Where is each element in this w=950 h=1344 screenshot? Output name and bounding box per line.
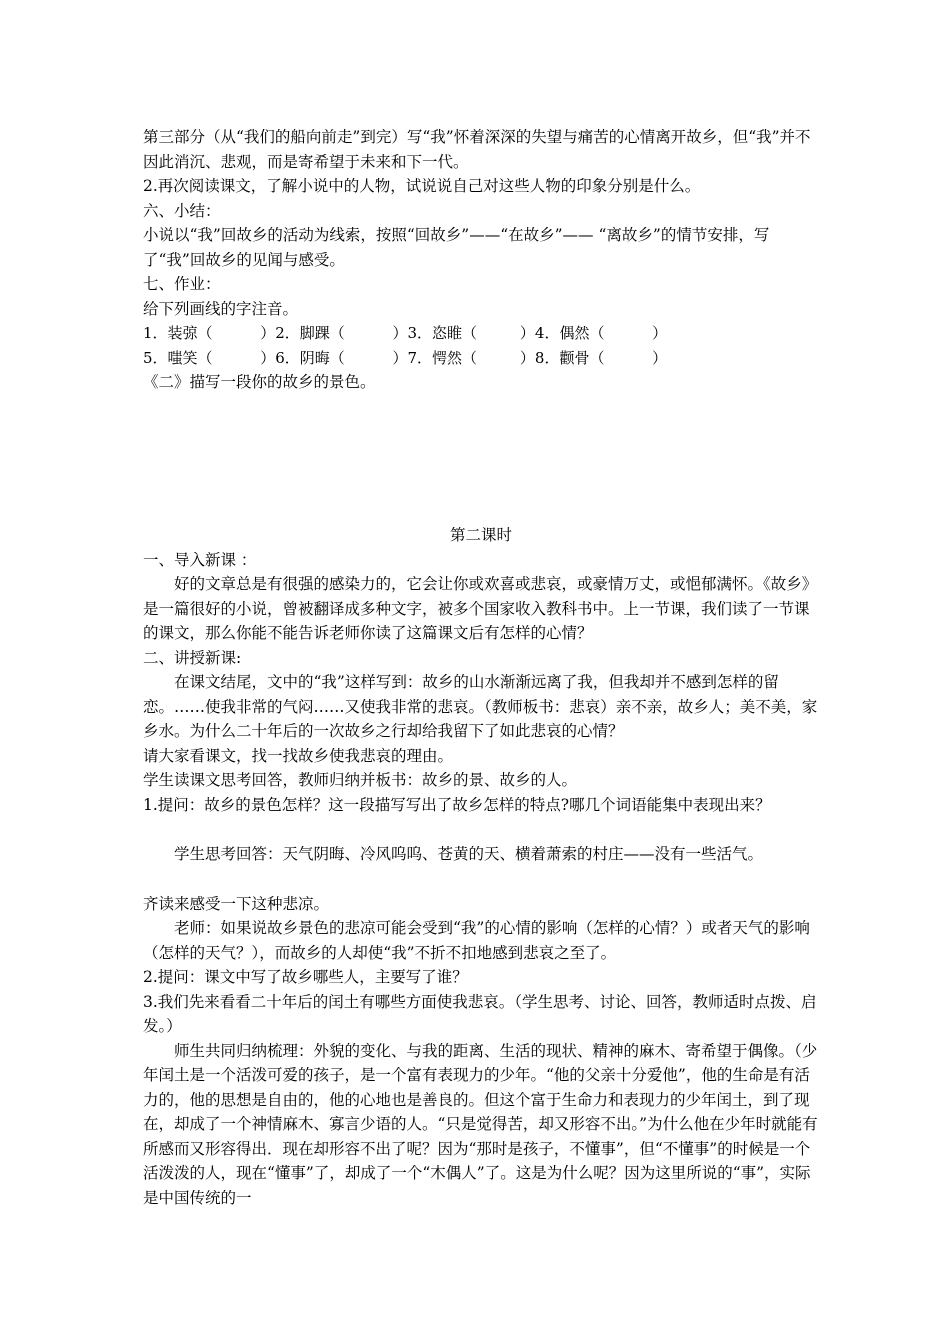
paragraph-reread: 2.再次阅读课文，了解小说中的人物，试说说自己对这些人物的印象分别是什么。: [143, 177, 701, 195]
paragraph-homework-instruction: 给下列画线的字注音。: [143, 299, 299, 318]
paragraph-summary: 小说以“我”回故乡的活动为线索，按照“回故乡”——“在故乡”—— “离故乡”的情节安排，写了“我”回故乡的见闻与感受。: [143, 226, 770, 269]
paragraph-homework-task-two: 《二》描写一段你的故乡的景色。: [143, 373, 376, 391]
spacer: [143, 817, 819, 842]
paragraph-teacher: 老师：如果说故乡景色的悲凉可能会受到“我”的心情的影响（怎样的心情？）或者天气的影响（怎样的天气？），而故乡的人却使“我”不折不扣地感到悲哀之至了。: [143, 919, 810, 962]
exercise-row: 1．装弶（ ）2．脚踝（ ）3．恣睢（ ）4．偶然（ ）: [143, 324, 668, 342]
paragraph-board: 学生读课文思考回答，教师归纳并板书：故乡的景、故乡的人。: [143, 771, 578, 789]
heading-summary: 六、小结：: [143, 201, 221, 220]
question-three: 3.我们先来看看二十年后的闰土有哪些方面使我悲哀。（学生思考、讨论、回答，教师适时点拨、启发。）: [143, 992, 817, 1035]
exercise-row: 5．嗤笑（ ）6．阴晦（ ）7．愕然（ ）8．颧骨（ ）: [143, 348, 668, 367]
paragraph-ending: 在课文结尾，文中的“我”这样写到：故乡的山水渐渐远离了我，但我却并不感到怎样的留恋。……使我非常的气闷……又使我非常的悲哀。（教师板书：悲哀）亲不亲，故乡人；美不美，家乡水。为什么二十年后的一次故乡之行却给我留下了如此悲哀的心情？: [143, 673, 818, 740]
section-part-one: [143, 125, 819, 395]
spacer: [143, 867, 819, 892]
answer-one: 学生思考回答：天气阴晦、冷风呜呜、苍黄的天、横着萧索的村庄——没有一些活气。: [174, 845, 764, 863]
heading-intro: 一、导入新课 ：: [143, 550, 257, 569]
paragraph-intro: 好的文章总是有很强的感染力的，它会让你或欢喜或悲哀，或豪情万丈，或悒郁满怀。《故乡》是一篇很好的小说，曾被翻译成多种文字，被多个国家收入教科书中。上一节课，我们读了一节课的课文，那么你能不能告诉老师你读了这篇课文后有怎样的心情？: [143, 575, 818, 642]
section-lesson-two: [143, 523, 819, 1210]
paragraph-recite: 齐读来感受一下这种悲凉。: [143, 894, 330, 913]
heading-teach: 二、讲授新课:: [143, 648, 242, 667]
heading-homework: 七、作业：: [143, 275, 221, 293]
lesson-title: 第二课时: [449, 526, 512, 544]
question-two: 2.提问：课文中写了故乡哪些人，主要写了谁？: [143, 968, 468, 986]
question-one: 1.提问：故乡的景色怎样？这一段描写写出了故乡怎样的特点?哪几个词语能集中表现出来？: [143, 795, 771, 814]
paragraph-part-three: 第三部分（从“我们的船向前走”到完）写“我”怀着深深的失望与痛苦的心情离开故乡，但“我”并不因此消沉、悲观，而是寄希望于未来和下一代。: [143, 128, 811, 171]
paragraph-summary-analysis: 师生共同归纳梳理：外貌的变化、与我的距离、生活的现状、精神的麻木、寄希望于偶像。（少年闰土是一个活泼可爱的孩子，是一个富有表现力的少年。“他的父亲十分爱他”，他的生命是有活力的，他的思想是自由的，他的心地也是善良的。但这个富于生命力和表现力的少年闰土，到了现在，却成了一个神情麻木、寡言少语的人。“只是觉得苦，却又形容不出。”为什么他在少年时就能有所感而又形容得出．现在却形容不出了呢？因为“那时是孩子，不懂事”，但“不懂事”的时候是一个活泼泼的人，现在“懂事”了，却成了一个“木偶人”了。这是为什么呢？因为这里所说的“事”，实际是中国传统的一: [143, 1041, 818, 1207]
paragraph-read-instruction: 请大家看课文，找一找故乡使我悲哀的理由。: [143, 746, 454, 765]
